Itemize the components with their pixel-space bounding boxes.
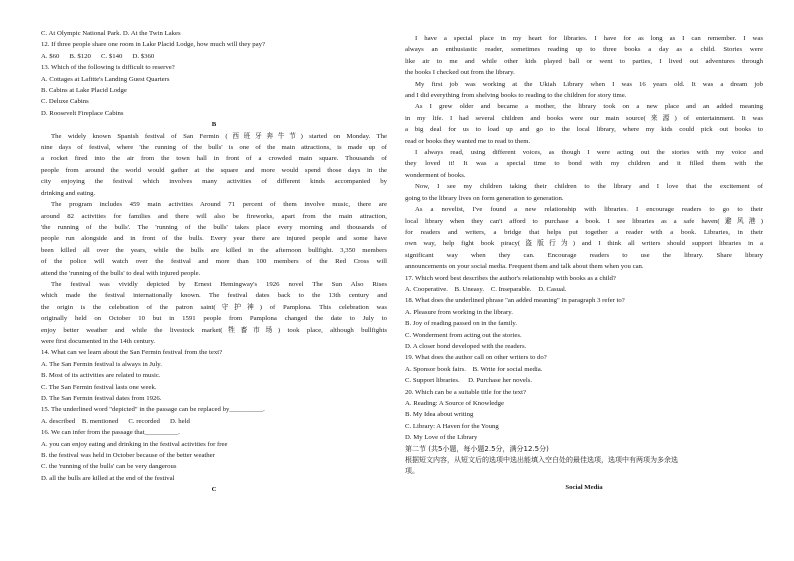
- question-20: 20. Which can be a suitable title for the text?: [405, 388, 526, 396]
- passage-line: which made the festival internationally known. The festival dates back to the 13th century and: [41, 292, 387, 300]
- section-heading-c: C: [211, 486, 217, 494]
- passage-line: been killed all over the years, while the bulls are killed in the afternoon bullfight. 3,350 members: [41, 246, 387, 254]
- option-20d: D. My Love of the Library: [405, 434, 478, 442]
- passage-line: people from around the world would gather at the square and more would spend those days in the: [41, 166, 387, 174]
- passage-line: attend the 'running of the bulls' to deal with injured people.: [41, 269, 201, 277]
- passage-line: wonderment of books.: [405, 171, 466, 179]
- passage-line: people run alongside and in front of the bulls. Every year there are injured people and some have: [41, 235, 387, 243]
- passage-line: like air to me and while other kids played ball or went to parties, I lived out adventures through: [405, 57, 763, 65]
- passage-line: in my life. I had several children and books were our main source(来源) of entertainment. It was: [405, 114, 763, 122]
- passage-line: originally held on October 10 but in 1591 people from Pamplona changed the date to July to: [41, 315, 387, 323]
- option-18b: B. Joy of reading passed on in the family.: [405, 320, 518, 328]
- passage-line: going to the library lives on form generation to generation.: [405, 194, 564, 202]
- passage-line: As a novelist, I've found a new relationship with libraries. I encourage readers to go to their: [415, 206, 763, 214]
- passage-line: local library when they can't afford to purchase a book. I see libraries as a safe haven(避风港): [405, 217, 763, 225]
- question-13: 13. Which of the following is difficult to reserve?: [41, 64, 175, 72]
- passage-line: I have a special place in my heart for libraries. I have for as long as I can remember. I was: [415, 35, 763, 42]
- passage-line: The program includes 459 main activities Around 71 percent of them involve music, there are: [51, 201, 387, 209]
- passage-line: announcements on your social media. Frequent them and talk about them when you can.: [405, 263, 644, 271]
- passage-line: significant way when they can. Encourage readers to use the library. Share library: [405, 251, 763, 259]
- option-16a: A. you can enjoy eating and drinking in the festival activities for free: [41, 440, 228, 448]
- passage-line: the books I checked out from the library.: [405, 69, 515, 77]
- options-12: A. $60 B. $120 C. $140 D. $360: [41, 52, 155, 60]
- options-15: A. described B. mentioned C. recorded D. held: [41, 417, 190, 425]
- options-17: A. Cooperative. B. Uneasy. C. Inseparable. D. Casual.: [405, 285, 567, 293]
- question-18: 18. What does the underlined phrase "an added meaning" in paragraph 3 refer to?: [405, 297, 625, 305]
- passage-line: enjoy better weather and while the livestock market(牲畜市场) took place, although bullfights: [41, 326, 387, 334]
- option-18a: A. Pleasure from working in the library.: [405, 308, 513, 316]
- passage-title: Social Media: [565, 483, 603, 491]
- options-19ab: A. Sponsor book fairs. B. Write for social media.: [405, 365, 543, 373]
- passage-line: own way, help fight book piracy(盗版行为) and I think all writers should support libraries in a: [405, 240, 763, 248]
- section-two-heading: 第二节 (共5小题，每小题2.5分，满分12.5分): [405, 444, 549, 453]
- instruction-line: 根据短文内容，从短文后的选项中选出能填入空白处的最佳选项，选项中有两项为多余选: [405, 456, 678, 465]
- option-14c: C. The San Fermin festival lasts one week.: [41, 383, 157, 391]
- text-line: C. At Olympic National Park. D. At the Twin Lakes: [41, 30, 181, 37]
- left-column: [41, 28, 387, 496]
- passage-line: The widely known Spanish festival of San Fermin (西班牙奔牛节) started on Monday. The: [51, 132, 387, 140]
- passage-line: a rocket fired into the air from the town hall in front of a crowded main square. Thousands of: [41, 155, 387, 163]
- passage-line: The festival was vividly depicted by Ernest Hemingway's 1926 novel The Sun Also Rises: [51, 280, 387, 288]
- question-19: 19. What does the author call on other writers to do?: [405, 354, 547, 362]
- right-column: [405, 33, 763, 493]
- option-14b: B. Most of its activities are related to music.: [41, 372, 161, 380]
- passage-line: and I did everything from shelving books to reading to the children for story time.: [405, 92, 627, 100]
- passage-line: around 82 activities for families and there will also be fireworks, apart from the main attraction,: [41, 212, 387, 220]
- passage-line: drinking and eating.: [41, 189, 96, 197]
- option-13a: A. Cottages at Lafitte's Landing Guest Quarters: [41, 75, 170, 83]
- options-19cd: C. Support libraries. D. Purchase her novels.: [405, 377, 533, 385]
- question-16: 16. We can infer from the passage that__________.: [41, 429, 180, 437]
- passage-line: read or books they wanted me to read to them.: [405, 137, 531, 145]
- passage-line: always an enthusiastic reader, sometimes reading up to three books a day as a child. Stories were: [405, 46, 763, 54]
- option-13c: C. Deluxe Cabins: [41, 98, 89, 106]
- passage-line: Now, I see my children taking their children to the library and I love that the excitement of: [415, 183, 763, 191]
- instruction-line: 项。: [405, 467, 419, 476]
- option-13d: D. Roosevelt Fireplace Cabins: [41, 109, 124, 117]
- option-20c: C. Library: A Haven for the Young: [405, 422, 499, 430]
- question-12: 12. If three people share one room in Lake Placid Lodge, how much will they pay?: [41, 41, 265, 49]
- passage-line: I always read, using different voices, as though I were acting out the stories with my voice and: [415, 149, 763, 157]
- passage-line: 'the running of the bulls'. The 'running of the bulls' takes place every morning and thousands of: [41, 223, 387, 231]
- option-18d: D. A closer bond developed with the readers.: [405, 342, 527, 350]
- question-14: 14. What can we learn about the San Fermin festival from the text?: [41, 349, 223, 357]
- passage-line: city enjoying the festival which involves many activities of different kinds accompanied by: [41, 178, 387, 186]
- passage-line: for readers and writers, a bridge that helps put together a reader with a book. Libraries, in their: [405, 228, 763, 236]
- option-14d: D. The San Fermin festival dates from 1926.: [41, 395, 162, 402]
- option-20b: B. My Idea about writing: [405, 411, 474, 419]
- option-16b: B. the festival was held in October because of the better weather: [41, 452, 215, 460]
- passage-line: they loved it! It was a special time to bond with my children and it filled them with the: [405, 160, 763, 168]
- passage-line: were first documented in the 14th century.: [41, 337, 156, 345]
- passage-line: My first job was working at the Ukiah Library when I was 16 years old. It was a dream job: [415, 80, 763, 88]
- passage-line: of the police will watch over the festival and more than 100 members of the Red Cross will: [41, 258, 387, 266]
- option-18c: C. Wonderment from acting out the stories.: [405, 331, 522, 339]
- option-16c: C. the 'running of the bulls' can be very dangerous: [41, 463, 177, 471]
- option-14a: A. The San Fermin festival is always in July.: [41, 360, 162, 368]
- question-17: 17. Which word best describes the author's relationship with books as a child?: [405, 274, 616, 282]
- option-13b: B. Cabins at Lake Placid Lodge: [41, 87, 127, 95]
- section-heading-b: B: [211, 121, 217, 129]
- passage-line: As I grew older and became a mother, the library took on a new place and an added meaning: [415, 103, 763, 111]
- passage-line: a big deal for us to load up and go to the local library, where my kids could pick out books to: [405, 126, 763, 134]
- passage-line: the origin is the celebration of the patron saint(守护神) of Pamplona. This celebration was: [41, 303, 387, 311]
- option-20a: A. Reading: A Source of Knowledge: [405, 400, 504, 407]
- option-16d: D. all the bulls are killed at the end of the festival: [41, 474, 175, 482]
- passage-line: nine days of festival, where 'the running of the bulls' is one of the main attractions, is made up of: [41, 144, 387, 152]
- question-15: 15. The underlined word "depicted" in the passage can be replaced by__________.: [41, 406, 265, 414]
